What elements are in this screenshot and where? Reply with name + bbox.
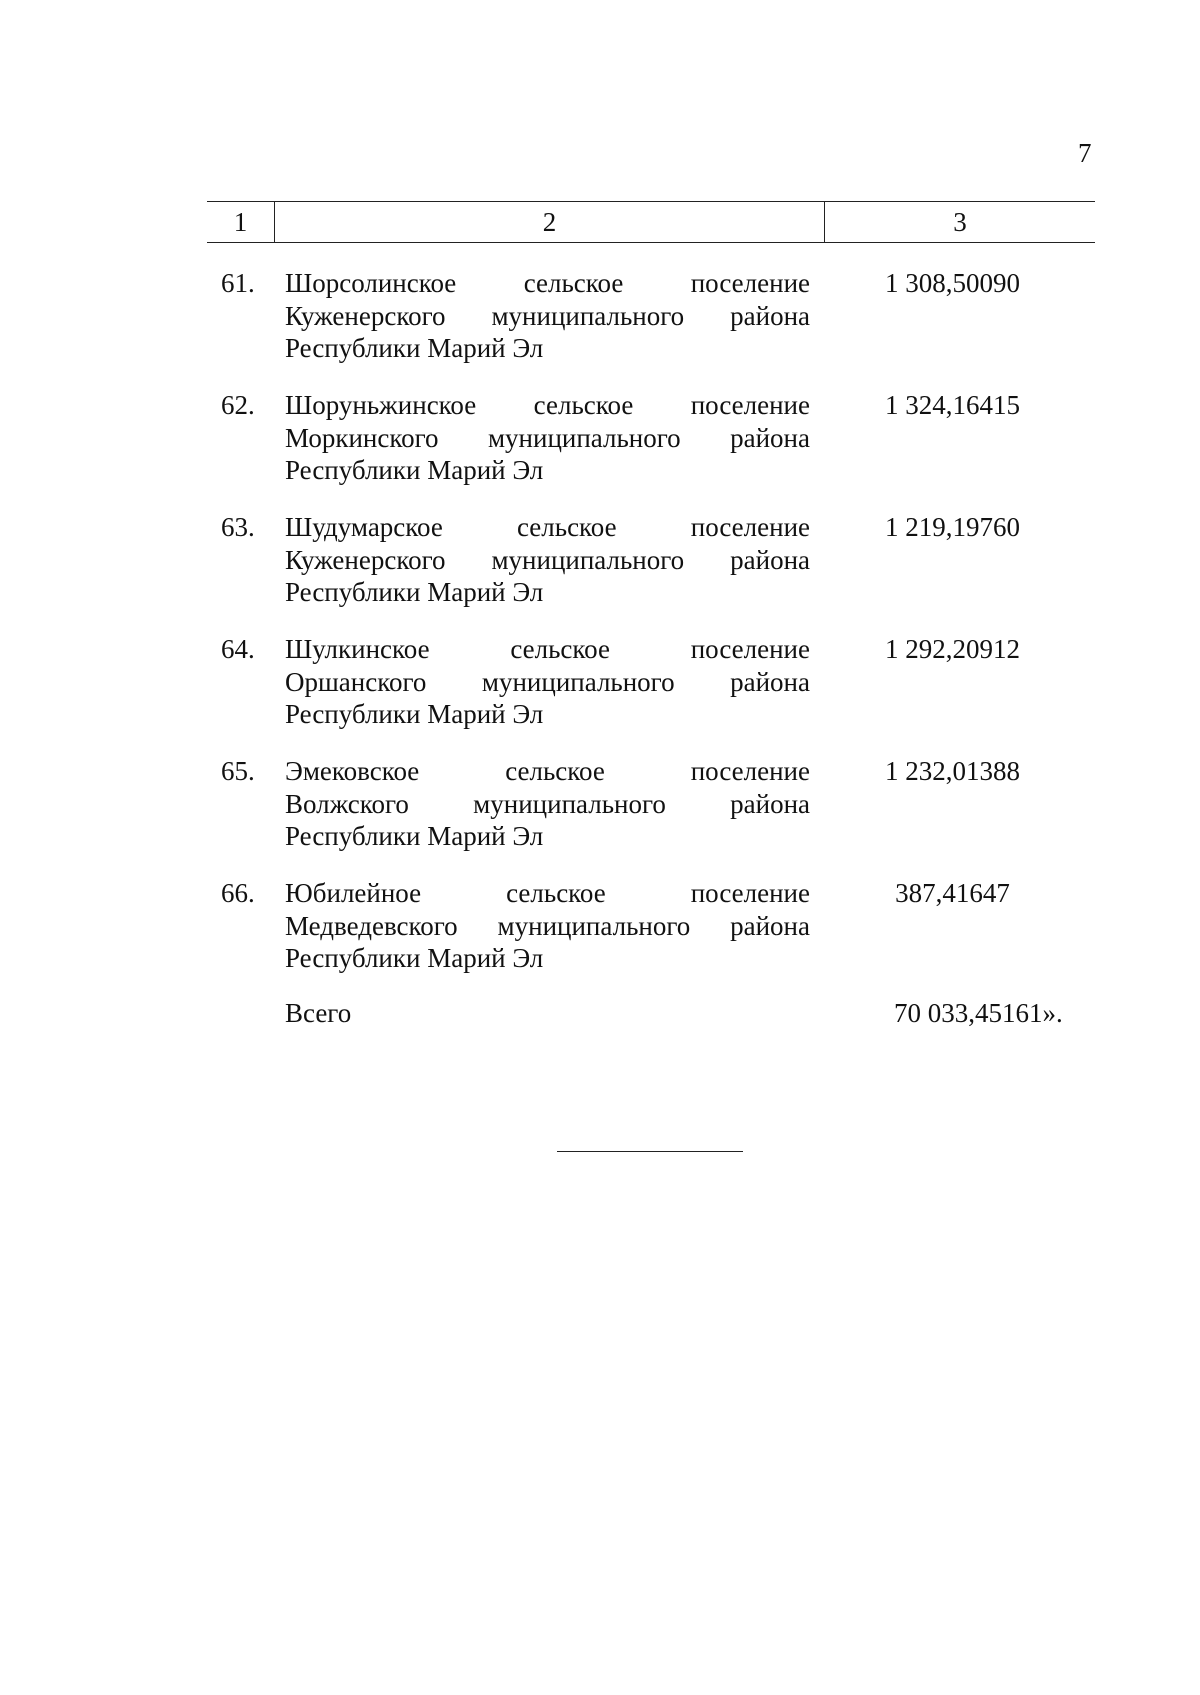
row-number: 66. bbox=[221, 878, 255, 908]
column-header-1: 1 bbox=[207, 202, 275, 242]
column-header-2: 2 bbox=[275, 202, 825, 242]
settlement-name-line: Республики Марий Эл bbox=[285, 455, 544, 485]
settlement-name-line: Шоруньжинское сельское поселение bbox=[285, 390, 810, 420]
settlement-name bbox=[285, 633, 810, 755]
total-value: 70 033,45161». bbox=[894, 998, 1063, 1028]
row-number: 61. bbox=[221, 268, 255, 298]
table-row bbox=[207, 511, 1095, 633]
amount-value: 1 232,01388 bbox=[885, 756, 1020, 786]
table-row bbox=[207, 877, 1095, 999]
settlement-name-line: Волжского муниципального района bbox=[285, 788, 810, 819]
table-row bbox=[207, 389, 1095, 511]
amount-value: 1 292,20912 bbox=[885, 634, 1020, 664]
settlement-name-line: Куженерского муниципального района bbox=[285, 300, 810, 331]
amount-value: 1 308,50090 bbox=[885, 268, 1020, 298]
table-row bbox=[207, 633, 1095, 755]
settlement-name-line: Шорсолинское сельское поселение bbox=[285, 268, 810, 298]
row-number: 62. bbox=[221, 390, 255, 420]
settlement-name-line: Шулкинское сельское поселение bbox=[285, 634, 810, 664]
settlement-name-line: Шудумарское сельское поселение bbox=[285, 512, 810, 542]
settlement-name-line: Республики Марий Эл bbox=[285, 699, 544, 729]
row-number: 65. bbox=[221, 756, 255, 786]
amount-value: 1 324,16415 bbox=[885, 390, 1020, 420]
table-body bbox=[207, 267, 1095, 1030]
amount-value: 1 219,19760 bbox=[885, 512, 1020, 542]
settlement-name-line: Республики Марий Эл bbox=[285, 821, 544, 851]
page-number: 7 bbox=[1078, 138, 1092, 168]
settlement-name bbox=[285, 389, 810, 511]
settlement-name-line: Куженерского муниципального района bbox=[285, 544, 810, 575]
settlement-name bbox=[285, 877, 810, 999]
settlement-name-line: Моркинского муниципального района bbox=[285, 422, 810, 453]
settlement-name-line: Эмековское сельское поселение bbox=[285, 756, 810, 786]
row-number: 64. bbox=[221, 634, 255, 664]
settlement-name-line: Республики Марий Эл bbox=[285, 577, 544, 607]
total-row bbox=[207, 997, 1095, 1030]
table-header bbox=[207, 201, 1095, 243]
settlement-name-line: Юбилейное сельское поселение bbox=[285, 878, 810, 908]
amount-value: 387,41647 bbox=[895, 878, 1010, 908]
table-row bbox=[207, 267, 1095, 389]
row-number: 63. bbox=[221, 512, 255, 542]
settlement-name-line: Оршанского муниципального района bbox=[285, 666, 810, 697]
end-of-table-rule bbox=[557, 1151, 743, 1152]
settlement-name bbox=[285, 511, 810, 633]
total-spacer bbox=[207, 997, 285, 1030]
total-label: Всего bbox=[285, 998, 352, 1028]
settlement-name bbox=[285, 755, 810, 877]
settlement-name-line: Республики Марий Эл bbox=[285, 943, 544, 973]
column-header-3: 3 bbox=[953, 206, 967, 237]
settlement-name-line: Медведевского муниципального района bbox=[285, 910, 810, 941]
settlement-name bbox=[285, 267, 810, 389]
settlement-name-line: Республики Марий Эл bbox=[285, 333, 544, 363]
table-row bbox=[207, 755, 1095, 877]
